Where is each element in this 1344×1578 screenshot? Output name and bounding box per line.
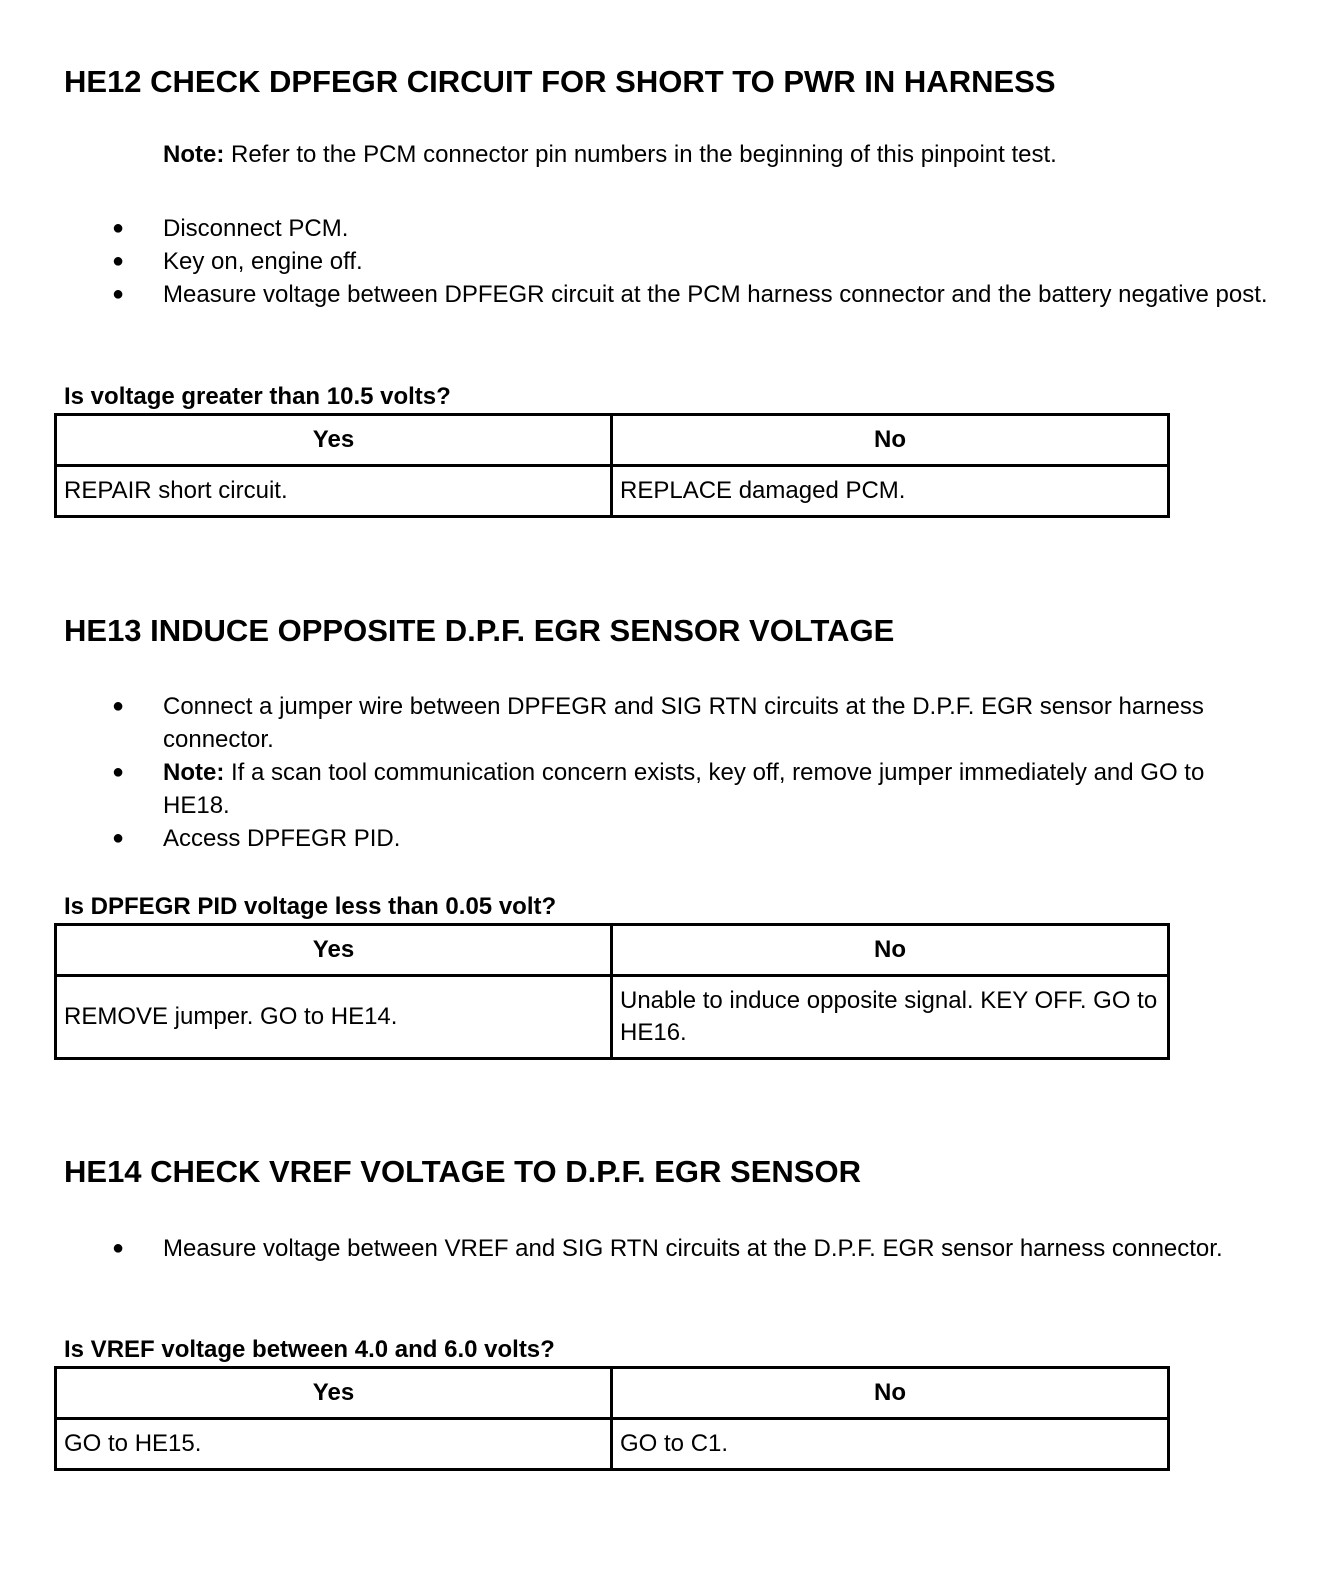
table-row: [56, 1419, 1169, 1470]
step-item: [0, 212, 1273, 245]
bullet-icon: ●: [112, 761, 125, 783]
step-text: Key on, engine off.: [163, 248, 363, 275]
table-header-row: [56, 925, 1169, 976]
step-item: [0, 690, 1273, 756]
step-text: Access DPFEGR PID.: [163, 825, 401, 852]
table-row: [56, 466, 1169, 517]
bullet-icon: ●: [112, 695, 125, 717]
no-action: Unable to induce opposite signal. KEY OFF. GO to HE16.: [612, 976, 1169, 1059]
note-label: Note:: [163, 759, 225, 786]
question-he12: Is voltage greater than 10.5 volts?: [64, 383, 451, 410]
bullet-icon: ●: [112, 217, 125, 239]
decision-table-he13: [54, 923, 1170, 1060]
decision-table-he14: [54, 1366, 1170, 1471]
no-header: No: [612, 1368, 1169, 1419]
step-text: Connect a jumper wire between DPFEGR and SIG RTN circuits at the D.P.F. EGR sensor harness connector.: [163, 693, 1204, 753]
bullet-icon: ●: [112, 1237, 125, 1259]
note-he12: [163, 141, 1057, 169]
step-text: Measure voltage between VREF and SIG RTN circuits at the D.P.F. EGR sensor harness connector.: [163, 1235, 1223, 1262]
step-item: [0, 278, 1273, 311]
question-he14: Is VREF voltage between 4.0 and 6.0 volts?: [64, 1336, 555, 1363]
question-he13: Is DPFEGR PID voltage less than 0.05 volt?: [64, 893, 557, 920]
note-text: Refer to the PCM connector pin numbers in the beginning of this pinpoint test.: [224, 141, 1057, 168]
no-action: REPLACE damaged PCM.: [612, 466, 1169, 517]
step-list-he14: [0, 1232, 1344, 1265]
step-item: [0, 822, 1273, 855]
yes-header: Yes: [56, 1368, 612, 1419]
section-heading-he13: HE13 INDUCE OPPOSITE D.P.F. EGR SENSOR VOLTAGE: [64, 613, 895, 648]
yes-header: Yes: [56, 415, 612, 466]
yes-action: REPAIR short circuit.: [56, 466, 612, 517]
no-header: No: [612, 415, 1169, 466]
decision-table-he12: [54, 413, 1170, 518]
bullet-icon: ●: [112, 250, 125, 272]
no-action: GO to C1.: [612, 1419, 1169, 1470]
table-row: [56, 976, 1169, 1059]
note-label: Note:: [163, 141, 225, 168]
bullet-icon: ●: [112, 283, 125, 305]
table-header-row: [56, 1368, 1169, 1419]
step-text: Disconnect PCM.: [163, 215, 349, 242]
bullet-icon: ●: [112, 827, 125, 849]
step-item: [0, 756, 1273, 822]
step-item: [0, 245, 1273, 278]
yes-header: Yes: [56, 925, 612, 976]
yes-action: REMOVE jumper. GO to HE14.: [56, 976, 612, 1059]
step-text: Measure voltage between DPFEGR circuit at the PCM harness connector and the battery negative post.: [163, 281, 1268, 308]
step-list-he13: [0, 690, 1344, 855]
step-text: If a scan tool communication concern exists, key off, remove jumper immediately and GO to HE18.: [163, 759, 1205, 819]
table-header-row: [56, 415, 1169, 466]
no-header: No: [612, 925, 1169, 976]
step-list-he12: [0, 212, 1344, 311]
section-heading-he14: HE14 CHECK VREF VOLTAGE TO D.P.F. EGR SENSOR: [64, 1154, 861, 1189]
step-item: [0, 1232, 1273, 1265]
section-heading-he12: HE12 CHECK DPFEGR CIRCUIT FOR SHORT TO PWR IN HARNESS: [64, 64, 1056, 99]
yes-action: GO to HE15.: [56, 1419, 612, 1470]
